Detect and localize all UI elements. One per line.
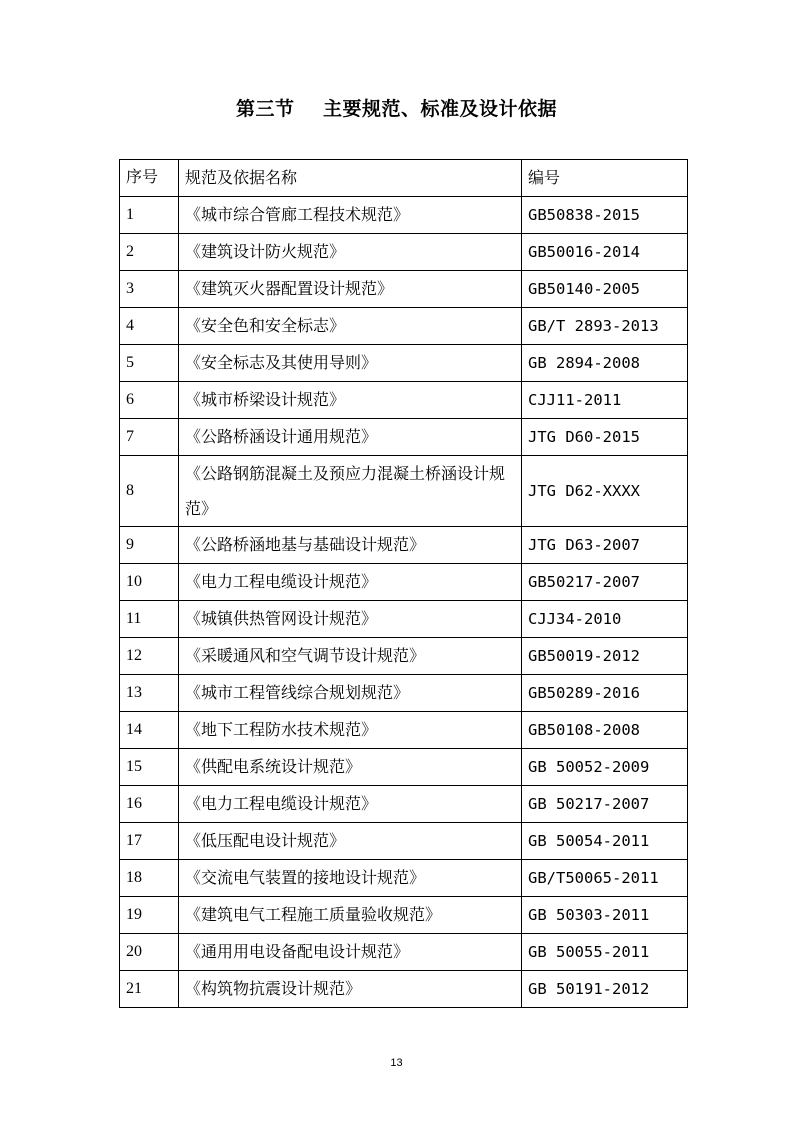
page-number: 13 [390, 1057, 403, 1069]
page-title: 第三节 主要规范、标准及设计依据 [236, 98, 557, 120]
row-number: 5 [120, 345, 179, 382]
standard-name: 《构筑物抗震设计规范》 [179, 971, 522, 1008]
table-row [120, 382, 688, 419]
row-number: 15 [120, 749, 179, 786]
standard-name: 《城市桥梁设计规范》 [179, 382, 522, 419]
table-row [120, 564, 688, 601]
table-row [120, 786, 688, 823]
table-row [120, 456, 688, 527]
standard-code: GB50838-2015 [522, 197, 688, 234]
standard-code: JTG D62-XXXX [522, 456, 688, 527]
standard-code: JTG D63-2007 [522, 527, 688, 564]
table-row [120, 197, 688, 234]
row-number: 20 [120, 934, 179, 971]
standard-name: 《电力工程电缆设计规范》 [179, 786, 522, 823]
table-row [120, 934, 688, 971]
header-name: 规范及依据名称 [179, 160, 522, 197]
table-row [120, 308, 688, 345]
standard-code: GB50217-2007 [522, 564, 688, 601]
row-number: 16 [120, 786, 179, 823]
row-number: 17 [120, 823, 179, 860]
table-row [120, 234, 688, 271]
header-code: 编号 [522, 160, 688, 197]
row-number: 13 [120, 675, 179, 712]
table-row [120, 749, 688, 786]
row-number: 8 [120, 456, 179, 527]
table-row [120, 419, 688, 456]
standard-code: GB 50054-2011 [522, 823, 688, 860]
standard-code: GB 2894-2008 [522, 345, 688, 382]
row-number: 19 [120, 897, 179, 934]
standard-name: 《建筑电气工程施工质量验收规范》 [179, 897, 522, 934]
standard-name: 《安全色和安全标志》 [179, 308, 522, 345]
standard-name: 《公路钢筋混凝土及预应力混凝土桥涵设计规范》 [179, 456, 522, 527]
standard-code: GB 50052-2009 [522, 749, 688, 786]
row-number: 11 [120, 601, 179, 638]
standard-name: 《建筑灭火器配置设计规范》 [179, 271, 522, 308]
standard-name: 《安全标志及其使用导则》 [179, 345, 522, 382]
table-row [120, 345, 688, 382]
standard-code: GB 50055-2011 [522, 934, 688, 971]
table-row [120, 675, 688, 712]
row-number: 18 [120, 860, 179, 897]
table-row [120, 823, 688, 860]
row-number: 12 [120, 638, 179, 675]
standard-code: GB50019-2012 [522, 638, 688, 675]
standard-code: GB50016-2014 [522, 234, 688, 271]
standard-name: 《建筑设计防火规范》 [179, 234, 522, 271]
table-row [120, 860, 688, 897]
table-row [120, 971, 688, 1008]
standard-name: 《公路桥涵设计通用规范》 [179, 419, 522, 456]
table-row [120, 271, 688, 308]
standard-code: GB50140-2005 [522, 271, 688, 308]
standard-code: GB50108-2008 [522, 712, 688, 749]
table-row [120, 638, 688, 675]
standard-code: CJJ11-2011 [522, 382, 688, 419]
table-row [120, 712, 688, 749]
standard-code: CJJ34-2010 [522, 601, 688, 638]
standard-code: GB 50303-2011 [522, 897, 688, 934]
standard-name: 《电力工程电缆设计规范》 [179, 564, 522, 601]
standard-code: JTG D60-2015 [522, 419, 688, 456]
standard-name: 《低压配电设计规范》 [179, 823, 522, 860]
table-row [120, 527, 688, 564]
standard-name: 《交流电气装置的接地设计规范》 [179, 860, 522, 897]
standard-name: 《城市工程管线综合规划规范》 [179, 675, 522, 712]
standard-code: GB 50217-2007 [522, 786, 688, 823]
header-no: 序号 [120, 160, 179, 197]
row-number: 21 [120, 971, 179, 1008]
standard-name: 《城市综合管廊工程技术规范》 [179, 197, 522, 234]
standard-name: 《城镇供热管网设计规范》 [179, 601, 522, 638]
row-number: 1 [120, 197, 179, 234]
table-header-row [120, 160, 688, 197]
standard-name: 《采暖通风和空气调节设计规范》 [179, 638, 522, 675]
standard-name: 《地下工程防水技术规范》 [179, 712, 522, 749]
row-number: 14 [120, 712, 179, 749]
standard-name: 《通用用电设备配电设计规范》 [179, 934, 522, 971]
row-number: 4 [120, 308, 179, 345]
row-number: 6 [120, 382, 179, 419]
standard-name: 《供配电系统设计规范》 [179, 749, 522, 786]
standard-code: GB50289-2016 [522, 675, 688, 712]
row-number: 2 [120, 234, 179, 271]
row-number: 9 [120, 527, 179, 564]
row-number: 3 [120, 271, 179, 308]
standard-code: GB 50191-2012 [522, 971, 688, 1008]
table-body [120, 160, 688, 1008]
row-number: 7 [120, 419, 179, 456]
standard-name: 《公路桥涵地基与基础设计规范》 [179, 527, 522, 564]
row-number: 10 [120, 564, 179, 601]
standard-code: GB/T 2893-2013 [522, 308, 688, 345]
table-row [120, 897, 688, 934]
table-row [120, 601, 688, 638]
standard-code: GB/T50065-2011 [522, 860, 688, 897]
standards-table [119, 159, 688, 1008]
